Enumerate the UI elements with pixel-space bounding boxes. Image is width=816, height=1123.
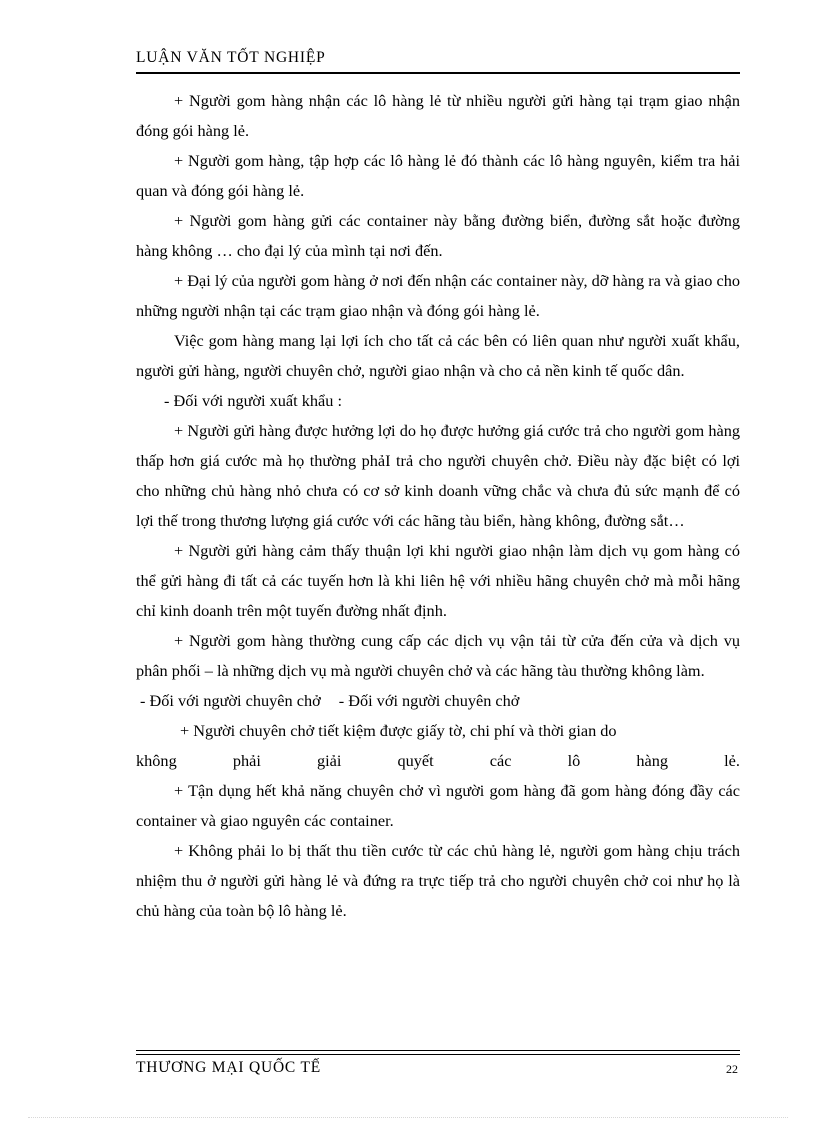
word: các (489, 751, 512, 770)
paragraph-full-capacity: + Tận dụng hết khả năng chuyên chở vì người gom hàng đã gom hàng đóng đầy các container và giao nguyên các container. (136, 781, 740, 830)
paragraph-no-lost-freight: + Không phải lo bị thất thu tiền cước từ các chủ hàng lẻ, người gom hàng chịu trách nhiệm thu ở người gửi hàng lẻ và đứng ra trực tiếp trả cho người chuyên chở coi như họ là chủ hàng của toàn bộ lô hàng lẻ. (136, 841, 740, 920)
heading-for-exporters: - Đối với người xuất khẩu : (164, 391, 342, 410)
paragraph-consolidator-receives: + Người gom hàng nhận các lô hàng lẻ từ nhiều người gửi hàng tại trạm giao nhận đóng gói hàng lẻ. (136, 91, 740, 140)
word: quyết (397, 751, 434, 770)
paragraph-consolidation-benefits: Việc gom hàng mang lại lợi ích cho tất cả các bên có liên quan như người xuất khẩu, người gửi hàng, người chuyên chở, người giao nhận và cho cả nền kinh tế quốc dân. (136, 331, 740, 380)
word: lẻ. (724, 751, 740, 770)
paragraph-door-to-door: + Người gom hàng thường cung cấp các dịch vụ vận tải từ cửa đến cửa và dịch vụ phân phối – là những dịch vụ mà người chuyên chở và các hãng tàu thường không làm. (136, 631, 740, 680)
word: phải (232, 751, 261, 770)
header-title: LUẬN VĂN TỐT NGHIỆP (136, 49, 326, 66)
paragraph-carrier-savings-line-2 (136, 746, 740, 776)
paragraph-carrier-savings-line-1: + Người chuyên chở tiết kiệm được giấy tờ, chi phí và thời gian do (180, 721, 617, 740)
word: lô (567, 751, 581, 770)
word: hàng (636, 751, 668, 770)
paragraph-consolidator-collects: + Người gom hàng, tập hợp các lô hàng lẻ đó thành các lô hàng nguyên, kiểm tra hải quan và đóng gói hàng lẻ. (136, 151, 740, 200)
paragraph-shipper-convenience: + Người gửi hàng cảm thấy thuận lợi khi người giao nhận làm dịch vụ gom hàng có thể gửi hàng đi tất cả các tuyến hơn là khi liên hệ với nhiều hãng chuyên chở mà mỗi hãng chỉ kinh doanh trên một tuyến đường nhất định. (136, 541, 740, 620)
heading-for-carriers-left: - Đối với người chuyên chở (140, 691, 321, 710)
page-footer (136, 1050, 740, 1086)
paragraph-agent-delivers: + Đại lý của người gom hàng ở nơi đến nhận các container này, dỡ hàng ra và giao cho những người nhận tại các trạm giao nhận và đóng gói hàng lẻ. (136, 271, 740, 320)
page-header (136, 46, 740, 74)
footer-rule (136, 1050, 740, 1051)
word: không (136, 751, 177, 770)
document-body (136, 86, 740, 926)
heading-for-carriers-right: - Đối với người chuyên chở (338, 691, 520, 710)
page-number: 22 (726, 1062, 738, 1076)
footer-rule (136, 1054, 740, 1055)
heading-for-carriers (136, 686, 740, 716)
paragraph-shipper-lower-rates: + Người gửi hàng được hưởng lợi do họ được hưởng giá cước trả cho người gom hàng thấp hơn giá cước mà họ thường phảI trả cho người chuyên chở. Điều này đặc biệt có lợi cho những chủ hàng nhỏ chưa có cơ sở kinh doanh vững chắc và chưa đủ sức mạnh để có lợi thế trong thương lượng giá cước với các hãng tàu biển, hàng không, đường sắt… (136, 421, 740, 530)
paragraph-consolidator-ships: + Người gom hàng gửi các container này bằng đường biển, đường sắt hoặc đường hàng không … cho đại lý của mình tại nơi đến. (136, 211, 740, 260)
page-edge-divider (28, 1117, 788, 1118)
footer-title: THƯƠNG MẠI QUỐC TẾ (136, 1059, 322, 1076)
word: giải (316, 751, 342, 770)
